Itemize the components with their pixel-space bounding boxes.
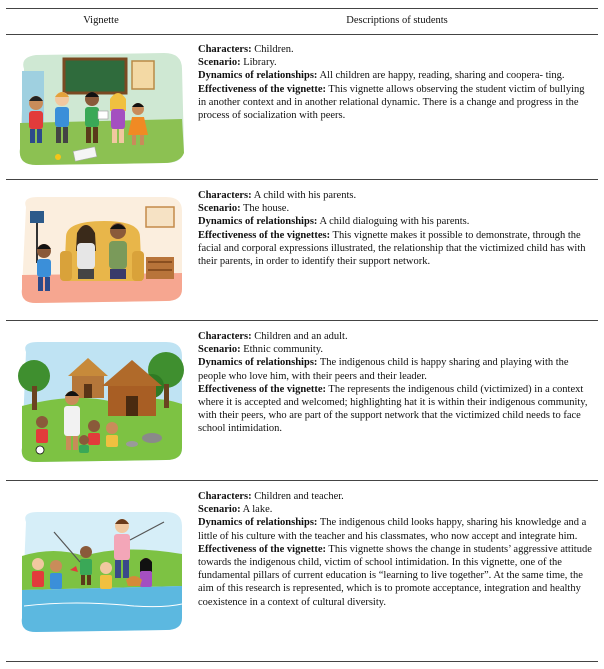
scenario-text: A lake. (240, 504, 273, 516)
dynamics-text: All children are happy, reading, sharing and coopera- ting. (317, 70, 565, 82)
table-row (6, 33, 598, 180)
effectiveness-label: Effectiveness of the vignette: (198, 83, 326, 95)
lake-teacher-illustration (14, 506, 188, 636)
effectiveness-text: The represents the indigenous child (victimized) in a context where it is accepted and welcomed; highlighting hat it is within their indigenous community, with their peers, who are part of the support network that the victimized child needs to face school intimidation. (198, 383, 588, 435)
dynamics-text: The indigenous child is happy sharing and playing with the people who love him, with their peers and their leader. (198, 357, 569, 382)
row-description (198, 43, 594, 122)
characters-label: Characters: (198, 190, 252, 201)
effectiveness-label: Effectiveness of the vignette: (198, 543, 326, 555)
library-children-illustration (14, 49, 188, 167)
vignette-table (6, 8, 598, 608)
scenario-label: Scenario: (198, 504, 241, 516)
scenario-text: The house. (240, 203, 290, 215)
dynamics-label: Dynamics of relationships: (198, 70, 318, 82)
scenario-label: Scenario: (198, 57, 241, 69)
characters-text: Children and an adult. (251, 331, 348, 342)
table-row (6, 179, 598, 321)
house-parents-illustration (14, 193, 188, 305)
scenario-label: Scenario: (198, 344, 241, 356)
effectiveness-text: This vignette shows the change in students’ aggressive attitude towards the indigenous child, victim of school intimidation. In this vignette, one of the fundamental pillars of current education is “learning to live together”. At the same time, the aim of this research is represented, which is to promote acceptance, integration and healthy coexistence in a context of cultural diversity. (198, 543, 592, 608)
table-row (6, 320, 598, 481)
effectiveness-label: Effectiveness of the vignette: (198, 383, 326, 395)
row-description (198, 189, 594, 268)
effectiveness-label: Effectiveness of the vignettes: (198, 229, 331, 241)
effectiveness-text: This vignette makes it possible to demonstrate, through the facial and corporal expressions illustrated, the relationship that the victimized child has with their parents, in order to identify their support network. (198, 229, 586, 268)
characters-text: Children. (251, 44, 294, 55)
characters-text: A child with his parents. (251, 190, 357, 201)
ethnic-community-illustration (14, 336, 188, 466)
dynamics-label: Dynamics of relationships: (198, 216, 318, 228)
header-descriptions: Descriptions of students (346, 15, 448, 26)
dynamics-label: Dynamics of relationships: (198, 357, 318, 369)
characters-label: Characters: (198, 331, 252, 342)
characters-text: Children and teacher. (251, 491, 344, 502)
header-vignette: Vignette (83, 15, 119, 26)
scenario-label: Scenario: (198, 203, 241, 215)
scenario-text: Ethnic community. (240, 344, 324, 356)
dynamics-label: Dynamics of relationships: (198, 517, 318, 529)
characters-label: Characters: (198, 44, 252, 55)
table-header (6, 8, 598, 35)
effectiveness-text: This vignette allows observing the student victim of bullying in another context and in another relational dynamic. There is a change and progress in the process of socialization with peers. (198, 83, 585, 122)
table-row (6, 480, 598, 662)
dynamics-text: The indigenous child looks happy, sharing his knowledge and a little of his culture with the teacher and his classmates, who now accept and integrate him. (198, 517, 587, 542)
scenario-text: Library. (240, 57, 277, 69)
characters-label: Characters: (198, 491, 252, 502)
row-description (198, 490, 594, 609)
dynamics-text: A child dialoguing with his parents. (317, 216, 470, 228)
row-description (198, 330, 594, 436)
